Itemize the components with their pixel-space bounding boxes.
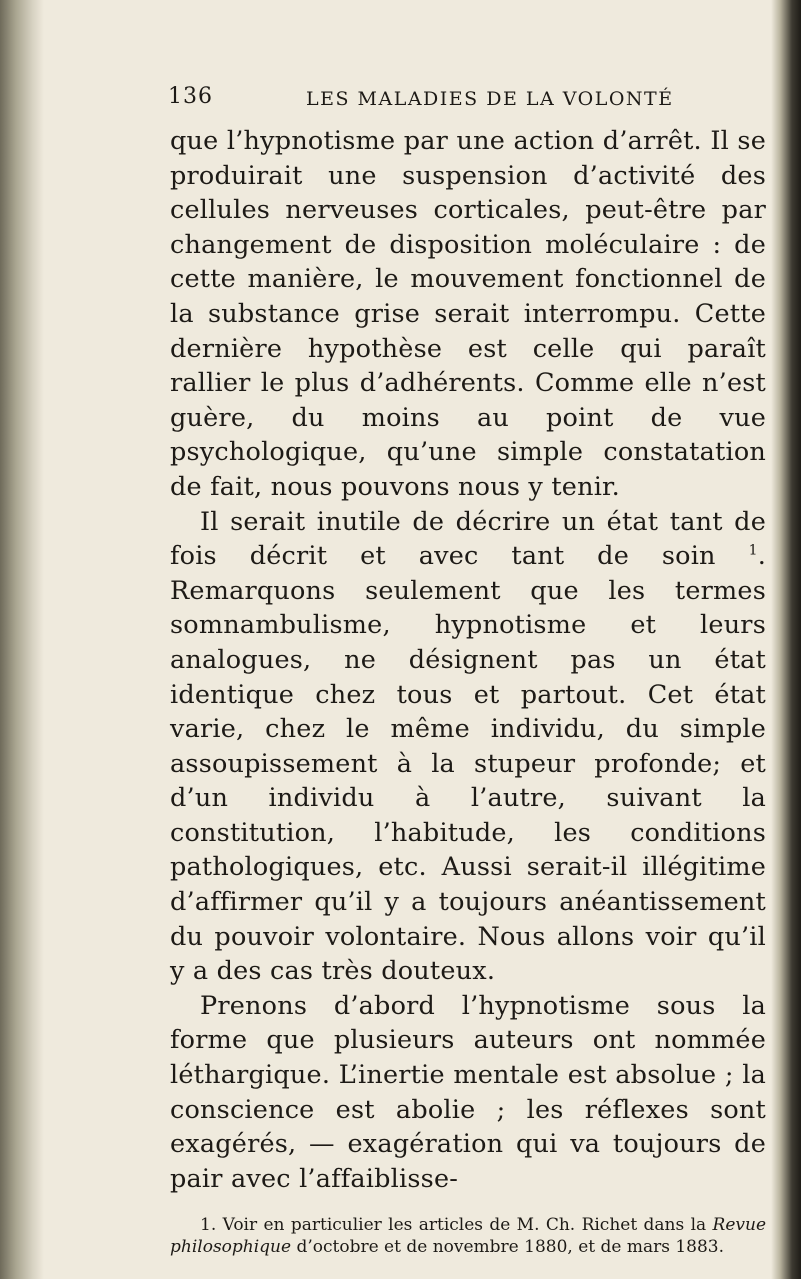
footnote-text-a: Voir en particulier les articles de M. Ch. Richet dans la [222,1215,707,1236]
footnote-number: 1. [200,1215,217,1236]
paragraph-2 [170,505,766,989]
scan-left-edge [0,0,44,1279]
footnote-reference[interactable]: 1 [748,542,758,559]
paragraph-1 [170,124,766,505]
paragraph-2-text-a: Il serait inutile de décrire un état tant de fois décrit et avec tant de soin [170,506,766,572]
body-text [140,124,766,1196]
footnotes [140,1214,766,1258]
footnote-journal-title: Revue philosophique [170,1215,767,1258]
footnote-text-b: d’octobre et de novembre 1880, et de mars 1883. [296,1237,725,1258]
book-page [140,84,766,1258]
page-number: 136 [168,84,213,109]
paragraph-1-text: que l’hypnotisme par une action d’arrêt. Il se produirait une suspension d’activité des cellules nerveuses corticales, peut-être par changement de disposition moléculaire : de cette manière, le mouvement fonctionnel de la substance grise serait interrompu. Cette dernière hypothèse est celle qui paraît rallier le plus d’adhérents. Comme elle n’est guère, du moins au point de vue psychologique, qu’une simple constatation de fait, nous pouvons nous y tenir. [170,126,766,502]
page-header [140,84,766,118]
paragraph-3 [170,989,766,1197]
footnote-1 [170,1214,766,1258]
running-title: LES MALADIES DE LA VOLONTÉ [306,88,674,110]
scan-right-edge [771,0,801,1279]
paragraph-2-text-b: . Remarquons seulement que les termes somnambulisme, hypnotisme et leurs analogues, ne désignent pas un état identique chez tous et partout. Cet état varie, chez le même individu, du simple assoupissement à la stupeur profonde; et d’un individu à l’autre, suivant la constitution, l’habitude, les conditions pathologiques, etc. Aussi serait-il illégitime d’affirmer qu’il y a toujours anéantissement du pouvoir volontaire. Nous allons voir qu’il y a des cas très douteux. [170,541,766,987]
paragraph-3-text: Prenons d’abord l’hypnotisme sous la forme que plusieurs auteurs ont nommée léthargique. L’inertie mentale est absolue ; la conscience est abolie ; les réflexes sont exagérés, — exagération qui va toujours de pair avec l’affaiblisse- [170,990,766,1194]
